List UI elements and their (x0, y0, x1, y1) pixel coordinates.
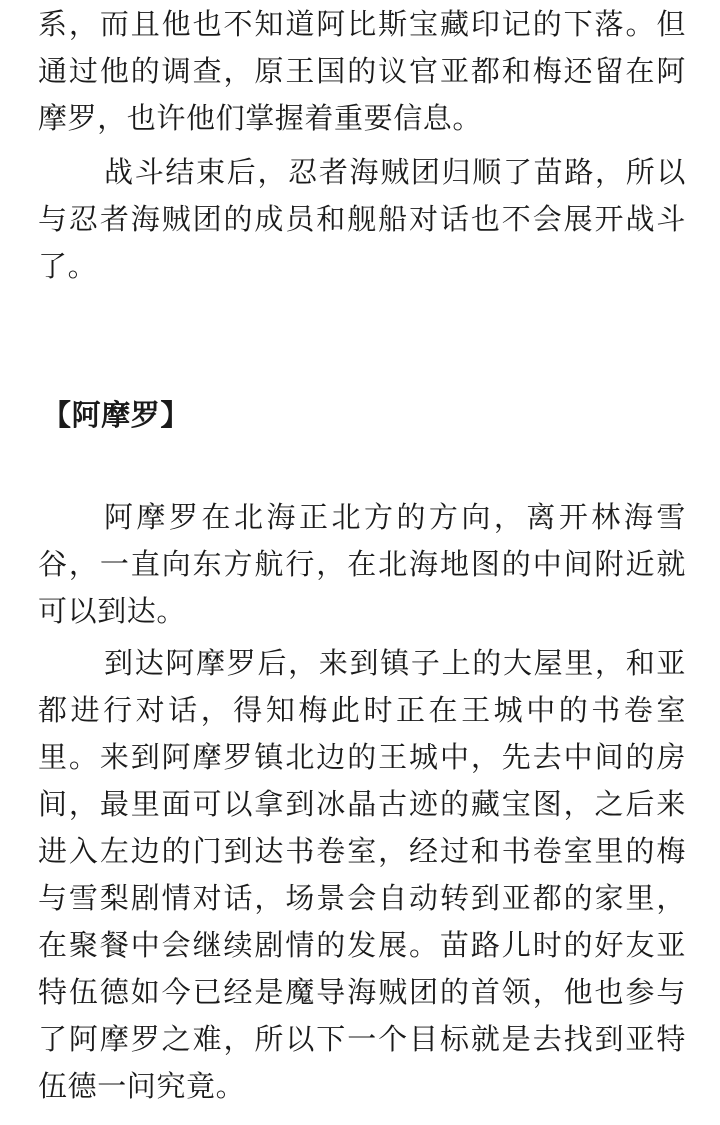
paragraph-continued: 系，而且他也不知道阿比斯宝藏印记的下落。但通过他的调查，原王国的议官亚都和梅还留在阿摩罗，也许他们掌握着重要信息。 (38, 7, 686, 135)
section-heading-amoro: 【阿摩罗】 (42, 398, 191, 432)
paragraph-amoro-location: 阿摩罗在北海正北方的方向，离开林海雪谷，一直向东方航行，在北海地图的中间附近就可以到达。 (38, 500, 686, 628)
paragraph-battle-end: 战斗结束后，忍者海贼团归顺了苗路，所以与忍者海贼团的成员和舰船对话也不会展开战斗了。 (38, 155, 686, 283)
paragraph-amoro-story: 到达阿摩罗后，来到镇子上的大屋里，和亚都进行对话，得知梅此时正在王城中的书卷室里。来到阿摩罗镇北边的王城中，先去中间的房间，最里面可以拿到冰晶古迹的藏宝图，之后来进入左边的门到达书卷室，经过和书卷室里的梅与雪梨剧情对话，场景会自动转到亚都的家里，在聚餐中会继续剧情的发展。苗路儿时的好友亚特伍德如今已经是魔导海贼团的首领，他也参与了阿摩罗之难，所以下一个目标就是去找到亚特伍德一问究竟。 (38, 646, 686, 1103)
